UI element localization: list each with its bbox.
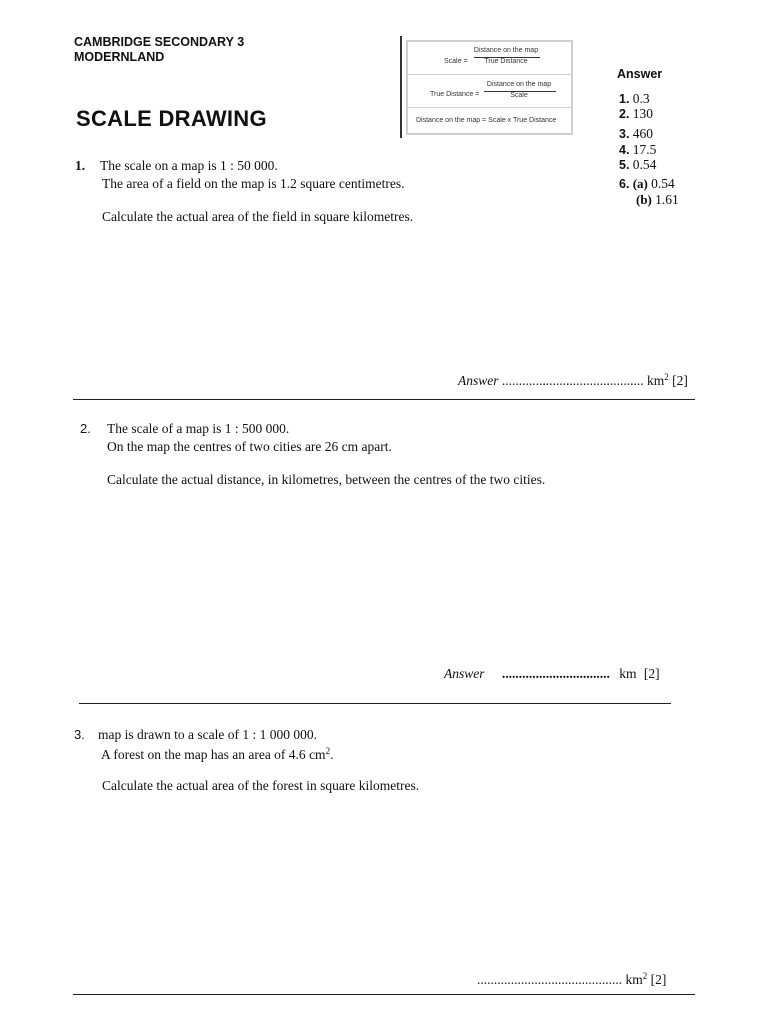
formula-text: Distance on the map = Scale x True Distance <box>416 117 557 124</box>
answer-label: Answer <box>444 666 485 681</box>
answer-line <box>444 666 660 682</box>
section-divider <box>73 399 695 400</box>
answer-key-item <box>619 176 675 192</box>
formula-scale <box>408 42 571 75</box>
page-title: SCALE DRAWING <box>76 106 267 131</box>
question-3-line-1: map is drawn to a scale of 1 : 1 000 000. <box>98 727 317 742</box>
answer-key-number: 3. <box>619 127 630 141</box>
answer-key-value: 0.54 <box>632 157 657 172</box>
formula-numerator: Distance on the map <box>473 47 539 54</box>
answer-key-item <box>619 91 650 107</box>
formula-divider <box>400 36 402 138</box>
marks: [2] <box>650 972 667 987</box>
question-2-prompt: Calculate the actual distance, in kilometres, between the centres of the two cities. <box>107 472 546 487</box>
answer-key-value: 1.61 <box>655 192 679 207</box>
answer-key-item <box>636 192 679 208</box>
question-2-line-2: On the map the centres of two cities are 26 cm apart. <box>107 439 392 454</box>
question-number: 2. <box>80 421 91 436</box>
answer-key-value: 0.3 <box>632 91 650 106</box>
formula-distance-on-map <box>408 108 571 134</box>
school-line-1: CAMBRIDGE SECONDARY 3 <box>74 35 245 49</box>
answer-key-number: 4. <box>619 143 630 157</box>
unit: km <box>619 666 637 681</box>
answer-key-number: 2. <box>619 107 630 121</box>
answer-key-item <box>619 157 656 173</box>
answer-key-number: 6. <box>619 177 630 191</box>
answer-blank[interactable]: .......................................... <box>501 373 644 388</box>
answer-key-value: 0.54 <box>651 176 675 191</box>
answer-key-item <box>619 106 653 122</box>
answer-key-number: 5. <box>619 158 630 172</box>
answer-key-title: Answer <box>617 67 663 81</box>
question-1-line-1: The scale on a map is 1 : 50 000. <box>100 158 278 173</box>
question-2-line-1: The scale of a map is 1 : 500 000. <box>107 421 290 436</box>
answer-key-number: 1. <box>619 92 630 106</box>
answer-label: Answer <box>458 373 499 388</box>
answer-blank[interactable]: ................................ <box>501 666 610 681</box>
formula-true-distance <box>408 74 571 108</box>
formula-denominator: True Distance <box>484 58 528 65</box>
question-number: 3. <box>74 727 85 742</box>
formula-denominator: Scale <box>510 92 528 99</box>
answer-line <box>458 372 688 389</box>
marks: [2] <box>643 666 660 681</box>
question-3-line-2: A forest on the map has an area of 4.6 $cm^2$. <box>101 746 334 762</box>
answer-key-part: (a) <box>632 176 648 191</box>
formula-label: Scale = <box>444 58 468 65</box>
marks: [2] <box>672 373 688 388</box>
formula-box <box>406 40 573 135</box>
question-1-line-2: The area of a field on the map is 1.2 square centimetres. <box>102 176 405 191</box>
formula-label: True Distance = <box>430 91 480 98</box>
answer-key-item <box>619 126 653 142</box>
answer-key-item <box>619 142 656 158</box>
school-line-2: MODERNLAND <box>74 50 165 64</box>
question-1-prompt: Calculate the actual area of the field in square kilometres. <box>102 209 414 224</box>
section-divider <box>79 703 671 704</box>
answer-blank[interactable]: ........................................... <box>477 972 623 987</box>
question-number: 1. <box>75 158 86 173</box>
section-divider <box>73 994 695 995</box>
formula-numerator: Distance on the map <box>486 81 552 88</box>
unit-cm: cm <box>309 747 326 762</box>
school-name <box>74 35 244 65</box>
answer-key-value: 130 <box>632 106 653 121</box>
answer-line <box>477 971 666 988</box>
answer-key-value: 460 <box>632 126 653 141</box>
question-3-prompt: Calculate the actual area of the forest in square kilometres. <box>102 778 420 793</box>
unit: $km^2$ <box>647 372 669 388</box>
answer-key-value: 17.5 <box>632 142 657 157</box>
unit: $km^2$ <box>625 971 648 987</box>
answer-key-part: (b) <box>636 192 652 207</box>
